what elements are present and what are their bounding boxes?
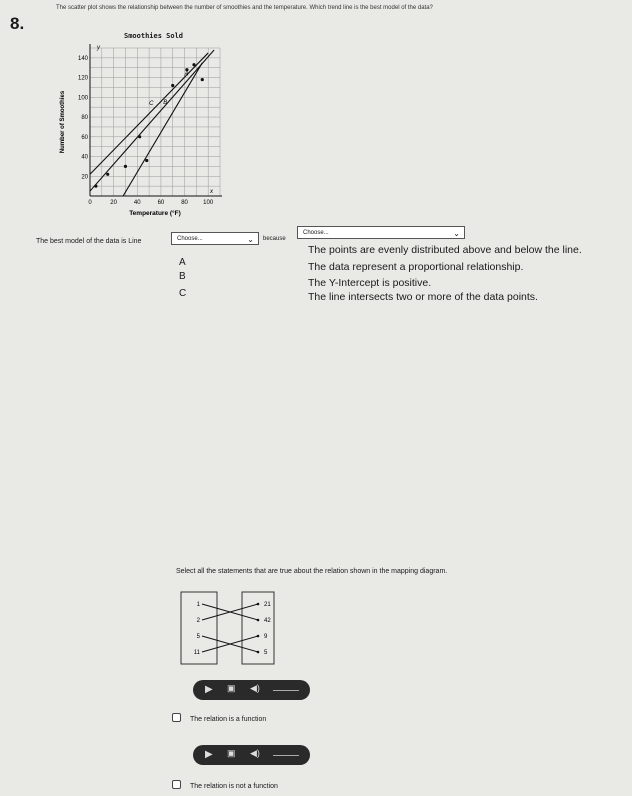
- reason-option-4: The line intersects two or more of the data points.: [308, 291, 538, 303]
- y-axis-letter: y: [97, 45, 100, 51]
- volume-icon[interactable]: ◀): [250, 748, 260, 758]
- x-tick-label: 100: [203, 200, 214, 206]
- x-axis-label: Temperature (°F): [129, 210, 181, 217]
- range-value: 42: [264, 618, 271, 624]
- line-choice-value: Choose...: [177, 236, 203, 242]
- question-number: 8.: [10, 14, 25, 33]
- data-point: [106, 173, 109, 176]
- data-point: [124, 165, 127, 168]
- arrow-head: [257, 619, 260, 622]
- chevron-down-icon: ⌄: [453, 229, 460, 238]
- volume-icon[interactable]: ◀): [250, 683, 260, 693]
- play-icon[interactable]: ▶: [205, 684, 213, 695]
- data-point: [201, 78, 204, 81]
- arrow-head: [257, 651, 260, 654]
- trend-line-label: C: [149, 101, 154, 108]
- option-letter-c: C: [179, 288, 187, 299]
- statement-2: The relation is not a function: [190, 783, 278, 790]
- y-tick-label: 60: [81, 134, 88, 141]
- checkbox-icon[interactable]: [172, 780, 181, 789]
- data-point: [185, 68, 188, 71]
- arrow-head: [257, 603, 260, 606]
- reason-option-1: The points are evenly distributed above and below the line.: [308, 244, 582, 256]
- data-point: [192, 63, 195, 66]
- audio-player[interactable]: [193, 680, 310, 700]
- data-point: [171, 84, 174, 87]
- y-tick-label: 140: [77, 55, 88, 62]
- range-value: 21: [264, 602, 271, 608]
- x-tick-label: 40: [133, 200, 141, 206]
- answer-label: The best model of the data is Line: [36, 238, 142, 245]
- y-tick-label: 80: [81, 115, 88, 122]
- part2-prompt: Select all the statements that are true about the relation shown in the mapping diagram.: [176, 568, 448, 575]
- scatter-chart: [56, 40, 226, 226]
- domain-value: 2: [196, 618, 200, 624]
- range-value: 9: [264, 634, 268, 640]
- domain-value: 5: [196, 634, 200, 640]
- domain-value: 1: [196, 602, 200, 608]
- x-tick-label: 60: [157, 200, 165, 206]
- caption-icon[interactable]: ▣: [227, 748, 236, 758]
- arrow-head: [257, 635, 260, 638]
- y-tick-label: 100: [77, 95, 88, 102]
- data-point: [94, 185, 97, 188]
- statement-1: The relation is a function: [190, 716, 267, 723]
- x-tick-label: 80: [181, 200, 188, 206]
- y-tick-label: 20: [81, 174, 88, 181]
- y-tick-label: 40: [81, 154, 88, 161]
- y-tick-label: 120: [77, 75, 88, 82]
- chevron-down-icon: ⌄: [247, 235, 254, 244]
- x-tick-label: 0: [88, 200, 92, 206]
- trend-line-label: B: [163, 100, 168, 107]
- range-value: 5: [264, 650, 268, 656]
- mapping-diagram: [180, 590, 276, 666]
- progress-bar[interactable]: [273, 755, 299, 756]
- chart-title: Smoothies Sold: [124, 32, 184, 40]
- trend-line-b: [90, 50, 214, 191]
- y-axis-label: Number of Smoothies: [60, 90, 66, 154]
- option-letter-b: B: [179, 271, 186, 282]
- reason-choice-value: Choose...: [303, 230, 329, 236]
- option-letter-a: A: [179, 257, 186, 268]
- line-choice-select[interactable]: [171, 232, 259, 245]
- reason-option-2: The data represent a proportional relationship.: [308, 261, 524, 273]
- caption-icon[interactable]: ▣: [227, 683, 236, 693]
- checkbox-icon[interactable]: [172, 713, 181, 722]
- x-tick-label: 20: [110, 200, 117, 206]
- data-point: [138, 135, 141, 138]
- reason-choice-select[interactable]: [297, 226, 465, 239]
- domain-value: 11: [193, 650, 200, 656]
- because-label: because: [263, 236, 286, 242]
- progress-bar[interactable]: [273, 690, 299, 691]
- play-icon[interactable]: ▶: [205, 749, 213, 760]
- question-prompt: The scatter plot shows the relationship between the number of smoothies and the temperature. Which trend line is the best model of the data?: [56, 5, 433, 11]
- reason-option-3: The Y-Intercept is positive.: [308, 277, 432, 289]
- trend-line-label: A: [184, 71, 189, 78]
- data-point: [145, 159, 148, 162]
- audio-player[interactable]: [193, 745, 310, 765]
- x-axis-letter: x: [210, 189, 213, 195]
